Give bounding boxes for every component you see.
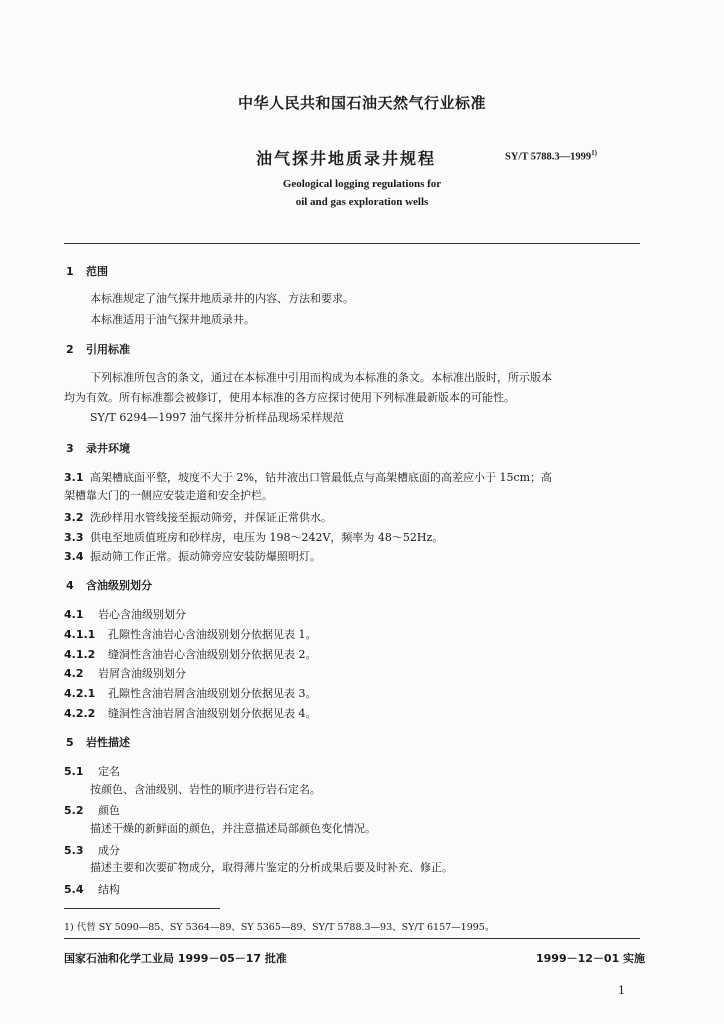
clause-3-3-text: 供电至地质值班房和砂样房，电压为 198～242V，频率为 48～52Hz。 xyxy=(90,531,444,544)
document-title: 油气探井地质录井规程 xyxy=(256,149,437,168)
clause-4-2-1-text: 孔隙性含油岩屑含油级别划分依据见表 3。 xyxy=(108,687,317,700)
clause-3-2 xyxy=(64,509,332,525)
section-2-number: 2 xyxy=(66,343,74,356)
clause-3-2-text: 洗砂样用水管线接至振动筛旁，并保证正常供水。 xyxy=(90,511,332,524)
clause-4-2-text: 岩屑含油级别划分 xyxy=(98,667,186,680)
section-2-para-line2: 均为有效。所有标准都会被修订，使用本标准的各方应探讨使用下列标准最新版本的可能性。 xyxy=(64,391,515,404)
section-3-title: 录井环境 xyxy=(86,442,130,455)
clause-5-3-number: 5.3 xyxy=(64,844,84,857)
clause-5-3 xyxy=(64,842,120,858)
section-2-para-line1: 下列标准所包含的条文，通过在本标准中引用而构成为本标准的条文。本标准出版时，所示版本 xyxy=(90,371,552,384)
clause-4-2-2-number: 4.2.2 xyxy=(64,707,96,720)
clause-4-2-1 xyxy=(64,685,317,701)
clause-4-1-1-number: 4.1.1 xyxy=(64,628,96,641)
clause-4-1-text: 岩心含油级别划分 xyxy=(98,608,186,621)
clause-4-1-1 xyxy=(64,626,317,642)
section-4-title: 含油级别划分 xyxy=(86,579,152,592)
section-1-number: 1 xyxy=(66,265,74,278)
clause-3-2-number: 3.2 xyxy=(64,511,84,524)
header-divider xyxy=(64,243,640,244)
clause-3-3 xyxy=(64,529,443,545)
approval-line: 国家石油和化学工业局 1999－05－17 批准 xyxy=(64,952,287,965)
clause-5-4-text: 结构 xyxy=(98,883,120,896)
section-4-heading xyxy=(66,577,152,593)
clause-3-1-text-line2: 架槽靠大门的一侧应安装走道和安全护栏。 xyxy=(64,489,273,502)
industry-standard-heading: 中华人民共和国石油天然气行业标准 xyxy=(237,94,486,112)
standard-code-text: SY/T 5788.3—1999 xyxy=(505,151,592,163)
section-1-title: 范围 xyxy=(86,265,108,278)
clause-4-1-number: 4.1 xyxy=(64,608,84,621)
section-3-heading xyxy=(66,440,130,456)
section-5-title: 岩性描述 xyxy=(86,736,130,749)
clause-4-2-number: 4.2 xyxy=(64,667,84,680)
english-title-line1: Geological logging regulations for xyxy=(282,178,442,190)
clause-5-1-body: 按颜色、含油级别、岩性的顺序进行岩石定名。 xyxy=(90,783,321,796)
clause-5-4 xyxy=(64,881,120,897)
clause-4-2-1-number: 4.2.1 xyxy=(64,687,96,700)
section-3-number: 3 xyxy=(66,442,74,455)
clause-4-1-2-text: 缝洞性含油岩心含油级别划分依据见表 2。 xyxy=(108,648,317,661)
clause-5-2-body: 描述干燥的新鲜面的颜色，并注意描述局部颜色变化情况。 xyxy=(90,822,376,835)
clause-5-4-number: 5.4 xyxy=(64,883,84,896)
clause-4-2-2-text: 缝洞性含油岩屑含油级别划分依据见表 4。 xyxy=(108,707,317,720)
footnote: 1) 代替 SY 5090—85、SY 5364—89、SY 5365—89、SY/T 5788.3—93、SY/T 6157—1995。 xyxy=(64,922,495,933)
standard-code-footnote-mark: 1) xyxy=(591,149,597,157)
clause-3-1-text: 高架槽底面平整，坡度不大于 2%，钻井液出口管最低点与高架槽底面的高差应小于 15cm；高 xyxy=(90,471,553,484)
standard-code xyxy=(505,149,597,163)
clause-4-1 xyxy=(64,606,186,622)
clause-3-4-number: 3.4 xyxy=(64,550,84,563)
clause-5-3-body: 描述主要和次要矿物成分，取得薄片鉴定的分析成果后要及时补充、修正。 xyxy=(90,861,453,874)
implementation-date: 1999－12－01 实施 xyxy=(536,952,646,965)
clause-5-3-text: 成分 xyxy=(98,844,120,857)
footer-divider xyxy=(64,938,640,939)
section-1-para-1: 本标准规定了油气探井地质录井的内容、方法和要求。 xyxy=(90,292,354,305)
clause-3-3-number: 3.3 xyxy=(64,531,84,544)
clause-3-1 xyxy=(64,469,552,485)
clause-3-4 xyxy=(64,548,321,564)
footnote-divider xyxy=(64,908,220,909)
section-2-reference: SY/T 6294—1997 油气探井分析样品现场采样规范 xyxy=(90,411,344,424)
clause-5-2-number: 5.2 xyxy=(64,804,84,817)
section-2-title: 引用标准 xyxy=(86,343,130,356)
clause-4-1-2 xyxy=(64,646,317,662)
section-2-heading xyxy=(66,341,130,357)
clause-4-1-2-number: 4.1.2 xyxy=(64,648,96,661)
section-5-heading xyxy=(66,734,130,750)
clause-5-2 xyxy=(64,802,120,818)
section-5-number: 5 xyxy=(66,736,74,749)
clause-3-4-text: 振动筛工作正常。振动筛旁应安装防爆照明灯。 xyxy=(90,550,321,563)
clause-5-2-text: 颜色 xyxy=(98,804,120,817)
clause-3-1-number: 3.1 xyxy=(64,471,84,484)
clause-4-2 xyxy=(64,665,186,681)
section-1-heading xyxy=(66,263,108,279)
clause-5-1 xyxy=(64,763,120,779)
clause-4-2-2 xyxy=(64,705,317,721)
clause-5-1-text: 定名 xyxy=(98,765,120,778)
clause-5-1-number: 5.1 xyxy=(64,765,84,778)
english-title-line2: oil and gas exploration wells xyxy=(295,196,429,208)
section-1-para-2: 本标准适用于油气探井地质录井。 xyxy=(90,313,255,326)
clause-4-1-1-text: 孔隙性含油岩心含油级别划分依据见表 1。 xyxy=(108,628,317,641)
page-number: 1 xyxy=(618,984,625,997)
section-4-number: 4 xyxy=(66,579,74,592)
